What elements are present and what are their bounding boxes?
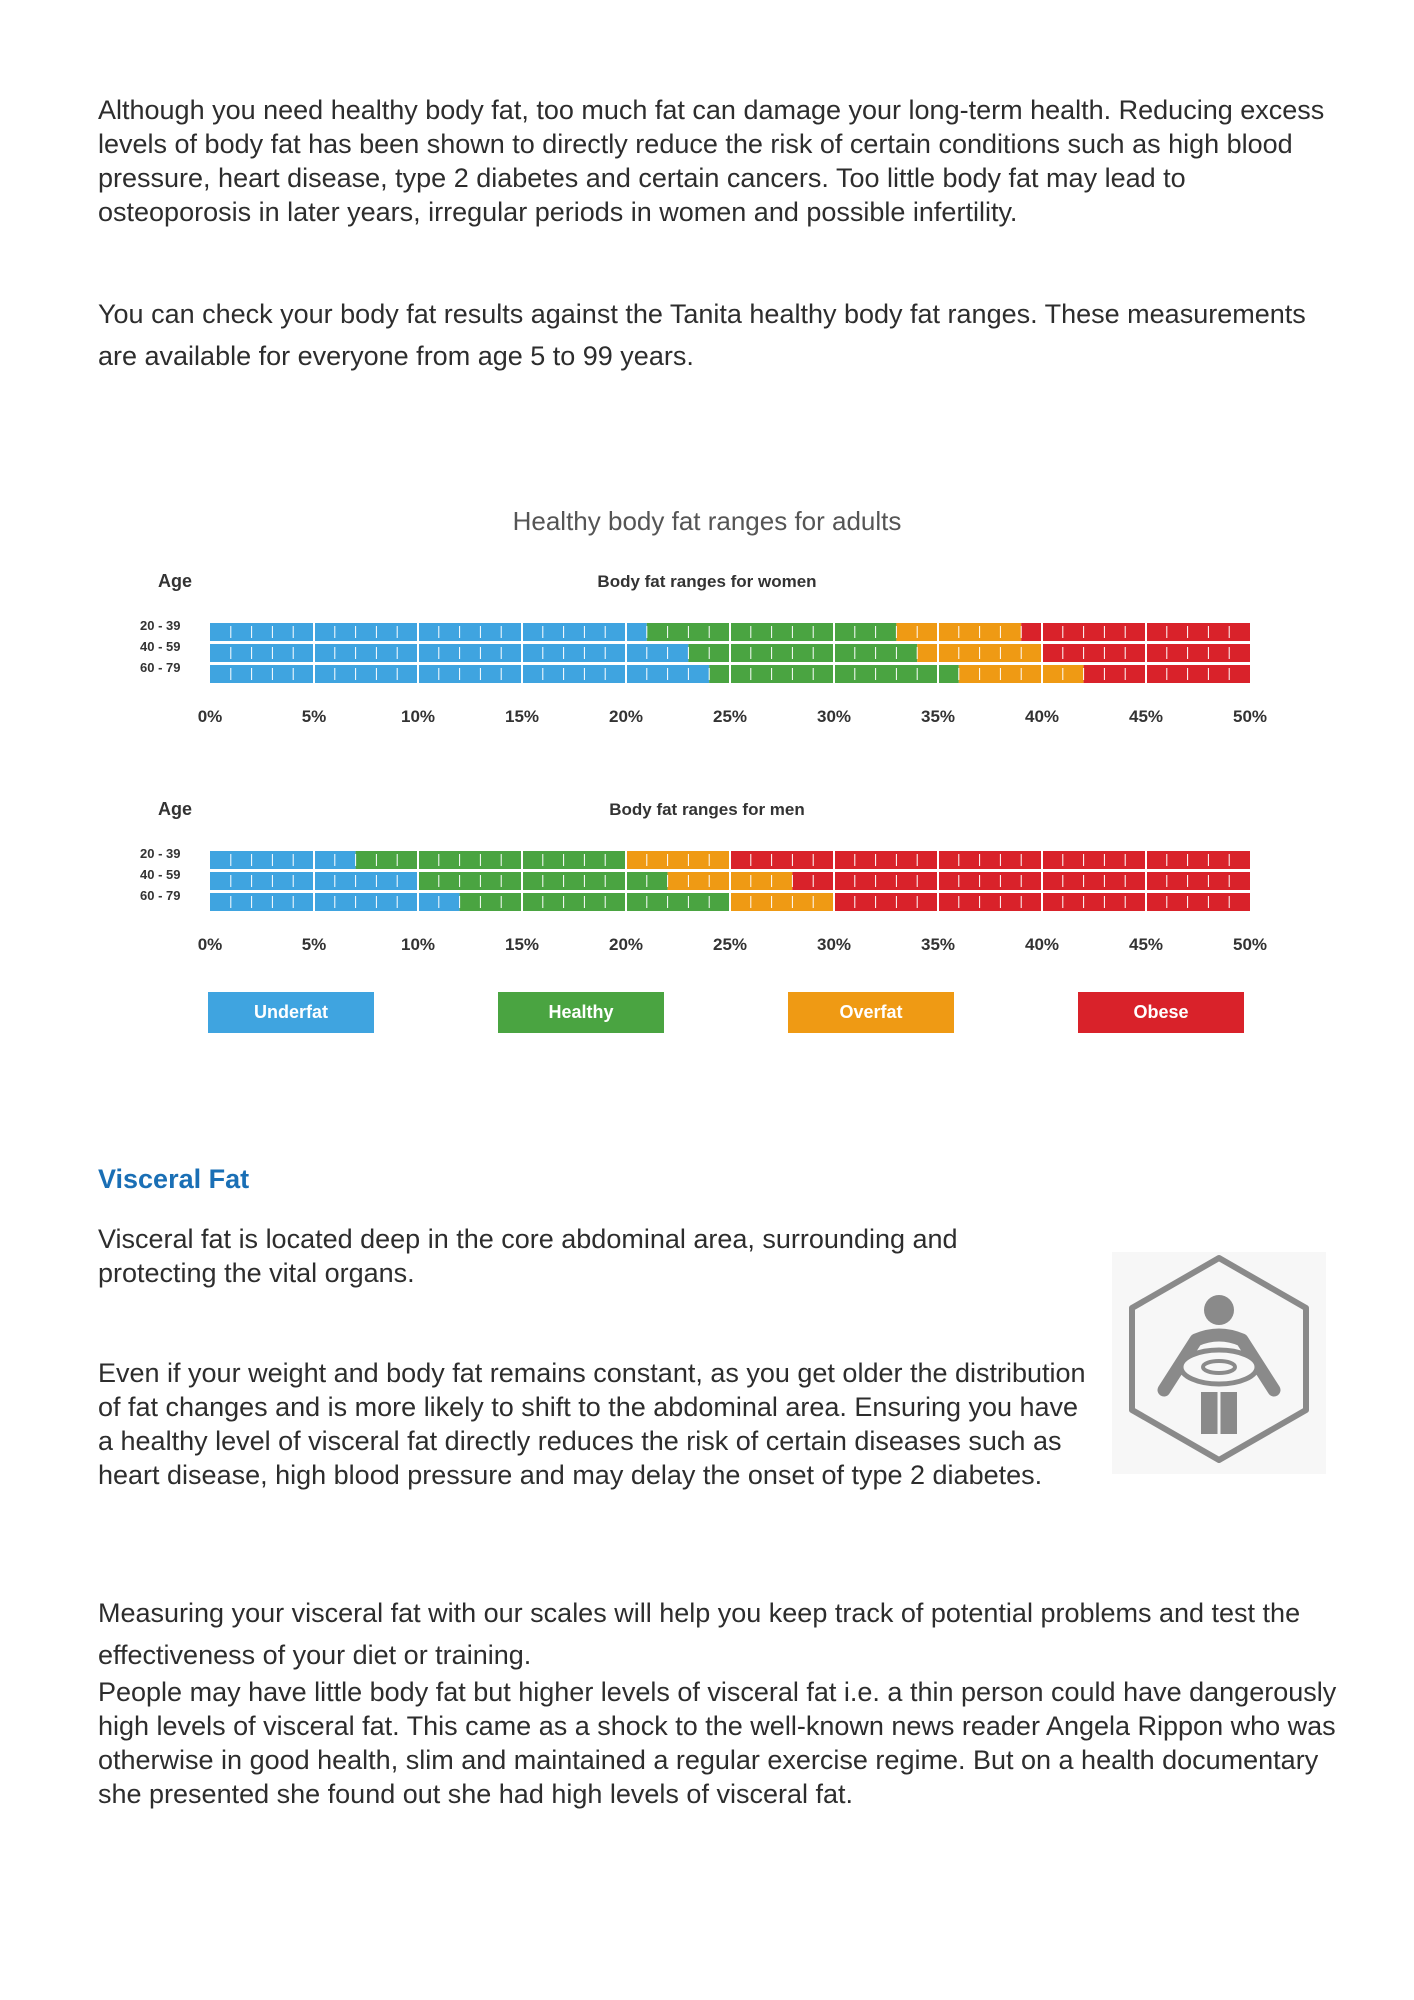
x-tick-label: 20% xyxy=(608,935,644,954)
x-tick-label: 30% xyxy=(816,707,852,726)
visceral-fat-heading: Visceral Fat xyxy=(98,1164,250,1194)
women-row-label: 20 - 39 xyxy=(140,618,181,633)
legend-overfat: Overfat xyxy=(788,992,954,1033)
visceral-paragraph-1: Visceral fat is located deep in the core abdominal area, surrounding and protecting the vital organs. xyxy=(98,1224,958,1288)
x-tick-label: 45% xyxy=(1128,707,1164,726)
women-row-label: 60 - 79 xyxy=(140,660,181,675)
legend-obese: Obese xyxy=(1078,992,1244,1033)
chart-title: Healthy body fat ranges for adults xyxy=(512,506,902,536)
age-label-men: Age xyxy=(158,799,193,819)
bar-segment-obese xyxy=(730,851,1250,869)
x-tick-label: 50% xyxy=(1232,707,1268,726)
bar-segment-obese xyxy=(1021,623,1250,641)
visceral-paragraph-2: Even if your weight and body fat remains constant, as you get older the distribution of fat changes and is more likely to shift to the abdominal area. Ensuring you have a healthy level of visceral fat directly reduces the risk of certain diseases such as heart disease, high blood pressure and may delay the onset of type 2 diabetes. xyxy=(98,1358,1086,1490)
x-tick-label: 25% xyxy=(712,935,748,954)
visceral-paragraph-3: Measuring your visceral fat with our scales will help you keep track of potential problems and test the effectiveness of your diet or training. xyxy=(98,1598,1301,1670)
x-tick-label: 15% xyxy=(504,707,540,726)
men-row-label: 40 - 59 xyxy=(140,867,181,882)
x-tick-label: 10% xyxy=(400,707,436,726)
bar-segment-healthy xyxy=(460,893,730,911)
ranges-paragraph: You can check your body fat results against the Tanita healthy body fat ranges. These measurements are available for everyone from age 5 to 99 years. xyxy=(98,299,1306,371)
x-tick-label: 25% xyxy=(712,707,748,726)
x-tick-label: 45% xyxy=(1128,935,1164,954)
women-row-label: 40 - 59 xyxy=(140,639,181,654)
bar-segment-healthy xyxy=(356,851,626,869)
x-tick-label: 40% xyxy=(1024,935,1060,954)
x-tick-label: 5% xyxy=(301,707,327,726)
legend-underfat: Underfat xyxy=(208,992,374,1033)
bar-segment-underfat xyxy=(210,644,688,662)
bar-segment-healthy xyxy=(688,644,917,662)
x-tick-label: 15% xyxy=(504,935,540,954)
x-tick-label: 10% xyxy=(400,935,436,954)
x-tick-label: 5% xyxy=(301,935,327,954)
intro-paragraph: Although you need healthy body fat, too much fat can damage your long-term health. Reducing excess levels of body fat has been shown to directly reduce the risk of certain conditions such as high blood pressure, heart disease, type 2 diabetes and certain cancers. Too little body fat may lead to osteoporosis in later years, irregular periods in women and possible infertility. xyxy=(98,95,1325,227)
x-tick-label: 50% xyxy=(1232,935,1268,954)
x-tick-label: 35% xyxy=(920,935,956,954)
bar-segment-overfat xyxy=(730,893,834,911)
x-tick-label: 35% xyxy=(920,707,956,726)
x-tick-label: 0% xyxy=(197,935,223,954)
visceral-fat-icon xyxy=(1112,1252,1326,1474)
x-tick-label: 30% xyxy=(816,935,852,954)
men-row-label: 60 - 79 xyxy=(140,888,181,903)
bar-segment-overfat xyxy=(626,851,730,869)
x-tick-label: 20% xyxy=(608,707,644,726)
bar-segment-underfat xyxy=(210,851,356,869)
women-panel-title: Body fat ranges for women xyxy=(597,572,817,591)
x-tick-label: 40% xyxy=(1024,707,1060,726)
x-tick-label: 0% xyxy=(197,707,223,726)
bar-segment-underfat xyxy=(210,623,647,641)
visceral-paragraph-4: People may have little body fat but higher levels of visceral fat i.e. a thin person could have dangerously high levels of visceral fat. This came as a shock to the well-known news reader Angela Rippon who was otherwise in good health, slim and maintained a regular exercise regime. But on a health documentary she presented she found out she had high levels of visceral fat. xyxy=(98,1677,1337,1809)
legend-healthy: Healthy xyxy=(498,992,664,1033)
age-label-women: Age xyxy=(158,571,193,591)
men-row-label: 20 - 39 xyxy=(140,846,181,861)
men-panel-title: Body fat ranges for men xyxy=(609,800,805,819)
